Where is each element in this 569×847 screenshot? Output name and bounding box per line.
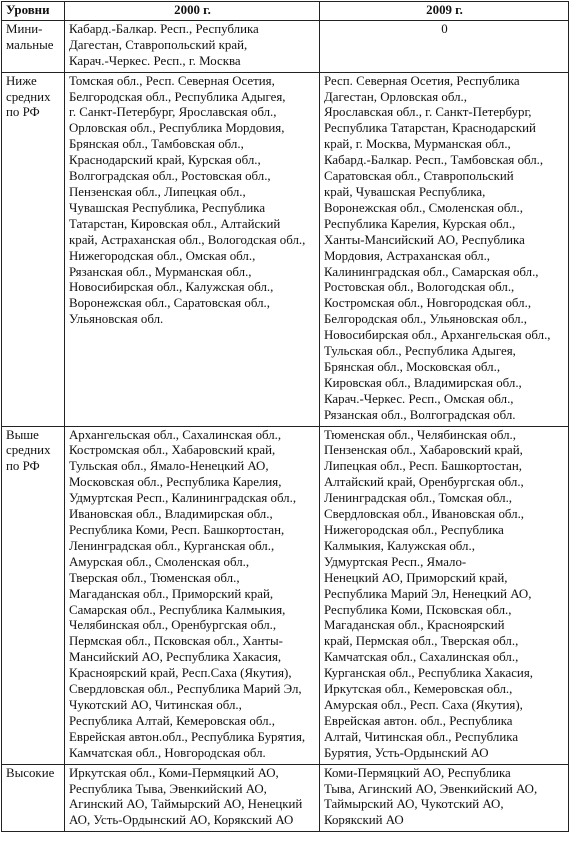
text-line: Камчатская обл., Сахалинская обл., [324,650,519,665]
regions-2000-cell [65,764,320,832]
text-line: Волгоградская обл., Ростовская обл., [69,169,271,184]
text-line: Брянская обл., Московская обл., [324,359,501,374]
text-line: Ростовская обл., Вологодская обл., [324,280,515,295]
regions-2009-cell [320,72,569,426]
text-line: Костромская обл., Хабаровский край, [69,443,276,458]
text-line: Иркутская обл., Коми-Пермяцкий АО, [69,765,279,780]
level-cell [2,426,65,764]
header-level: Уровни [2,2,65,21]
text-line: по РФ [6,105,40,120]
text-line: Коми-Пермяцкий АО, Республика [324,765,511,780]
text-line: Удмуртская Респ., Ямало- [324,554,467,569]
text-line: Чукотский АО, Читинская обл., [69,697,242,712]
text-line: Тульская обл., Республика Адыгея, [324,344,516,359]
text-line: Белгородская обл., Ульяновская обл., [324,312,527,327]
text-line: край, Чувашская Республика, [324,184,486,199]
row-minimal [2,20,569,72]
text-line: Мини- [6,21,43,36]
text-line: Карач.-Черкес. Респ., Омская обл., [324,391,514,406]
text-line: Республика Марий Эл, Ненецкий АО, [324,586,532,601]
text-line: Тюменская обл., Челябинская обл., [324,427,516,442]
text-line: Таймырский АО, Чукотский АО, [324,797,504,812]
regions-2000-cell [65,20,320,72]
text-line: Татарстан, Кировская обл., Алтайский [69,216,281,231]
text-line: Орловская обл., Республика Мордовия, [69,121,285,136]
level-cell [2,764,65,832]
text-line: Костромская обл., Новгородская обл., [324,296,532,311]
text-line: Корякский АО [324,813,404,828]
text-line: Ивановская обл., Владимирская обл., [69,507,273,522]
text-line: Мордовия, Астраханская обл., [324,248,491,263]
regions-by-level-table [1,1,569,832]
text-line: край, г. Москва, Мурманская обл., [324,137,511,152]
text-line: Ярославская обл., г. Санкт-Петербург, [324,105,532,120]
text-line: Алтай, Читинская обл., Республика [324,729,519,744]
regions-2000-cell [65,72,320,426]
text-line: Новосибирская обл., Калужская обл., [69,280,274,295]
text-line: Липецкая обл., Респ. Башкортостан, [324,459,522,474]
text-line: Амурская обл., Респ. Саха (Якутия), [324,697,523,712]
text-line: Ленинградская обл., Томская обл., [324,491,513,506]
text-line: Ленинградская обл., Курганская обл., [69,538,275,553]
text-line: Воронежская обл., Смоленская обл., [324,200,523,215]
text-line: Краснодарский край, Курская обл., [69,153,261,168]
text-line: Республика Тыва, Эвенкийский АО, [69,781,267,796]
text-line: Республика Коми, Респ. Башкортостан, [69,523,285,537]
text-line: по РФ [6,459,40,474]
text-line: Московская обл., Республика Карелия, [69,475,282,490]
text-line: Агинский АО, Таймырский АО, Ненецкий [69,797,303,812]
text-line: Пензенская обл., Липецкая обл., [69,184,246,199]
text-line: Челябинская обл., Оренбургская обл., [69,618,277,633]
text-line: Бурятия, Усть-Ордынский АО [324,745,489,760]
text-line: Республика Коми, Псковская обл., [324,602,512,617]
text-line: Дагестан, Орловская обл., [324,89,467,104]
text-line: Тверская обл., Тюменская обл., [69,570,240,585]
table-body [2,20,569,831]
level-cell [2,72,65,426]
row-above-average [2,426,569,764]
text-line: средних [6,89,51,104]
text-line: Ульяновская обл. [69,312,164,327]
text-line: Амурская обл., Смоленская обл., [69,554,250,569]
regions-2009-cell [320,426,569,764]
text-line: Республика Карелия, Курская обл., [324,216,516,231]
text-line: Еврейская автон. обл., Республика [324,713,513,728]
text-line: Архангельская обл., Сахалинская обл., [69,427,282,442]
text-line: Томская обл., Респ. Северная Осетия, [69,73,275,88]
regions-2000-cell [65,426,320,764]
text-line: средних [6,443,51,458]
text-line: Магаданская обл., Приморский край, [69,586,274,601]
text-line: Камчатская обл., Новгородская обл. [69,745,266,760]
text-line: Ниже [6,73,37,88]
text-line: г. Санкт-Петербург, Ярославская обл., [69,105,277,120]
text-line: Высокие [6,765,55,780]
text-line: Нижегородская обл., Республика [324,523,504,537]
text-line: Республика Алтай, Кемеровская обл., [69,713,275,728]
regions-2009-cell [320,764,569,832]
text-line: Самарская обл., Республика Калмыкия, [69,602,286,617]
regions-2009-cell [320,20,569,72]
text-line: Белгородская обл., Республика Адыгея, [69,89,286,104]
text-line: Выше [6,427,39,442]
text-line: Чувашская Республика, Республика [69,200,266,215]
text-line: Кировская обл., Владимирская обл., [324,375,522,390]
header-row [2,2,569,21]
text-line: Иркутская обл., Кемеровская обл., [324,682,513,697]
text-line: Калмыкия, Калужская обл., [324,538,475,553]
text-line: Калининградская обл., Самарская обл., [324,264,539,279]
text-line: Мансийский АО, Республика Хакасия, [69,650,282,665]
text-line: край, Астраханская обл., Вологодская обл., [69,232,306,247]
level-cell [2,20,65,72]
row-below-average [2,72,569,426]
text-line: край, Пермская обл., Тверская обл., [324,634,519,649]
text-line: Карач.-Черкес. Респ., г. Москва [69,53,241,68]
header-year-2009: 2009 г. [320,2,569,21]
text-line: Воронежская обл., Саратовская обл., [69,296,270,311]
text-line: Магаданская обл., Красноярский [324,618,505,633]
text-line: Тыва, Агинский АО, Эвенкийский АО, [324,781,538,796]
text-line: Дагестан, Ставропольский край, [69,37,248,52]
header-year-2000: 2000 г. [65,2,320,21]
text-line: Красноярский край, Респ.Саха (Якутия), [69,666,292,681]
text-line: Алтайский край, Оренбургская обл., [324,475,524,490]
text-line: Курганская обл., Республика Хакасия, [324,666,533,681]
text-line: Пензенская обл., Хабаровский край, [324,443,523,458]
text-line: Рязанская обл., Волгоградская обл. [324,407,516,422]
text-line: АО, Усть-Ордынский АО, Корякский АО [69,813,294,828]
row-high [2,764,569,832]
text-line: Рязанская обл., Мурманская обл., [69,264,252,279]
text-line: Ханты-Мансийский АО, Республика [324,232,525,247]
text-line: мальные [6,37,54,52]
text-line: Удмуртская Респ., Калининградская обл., [69,491,297,506]
text-line: Нижегородская обл., Омская обл., [69,248,256,263]
text-line: Кабард.-Балкар. Респ., Республика [69,21,259,36]
text-line: Брянская обл., Тамбовская обл., [69,137,244,152]
text-line: Республика Татарстан, Краснодарский [324,121,536,136]
text-line: Свердловская обл., Ивановская обл., [324,507,525,522]
text-line: Новосибирская обл., Архангельская обл., [324,328,551,343]
text-line: 0 [441,21,448,36]
text-line: Ненецкий АО, Приморский край, [324,570,508,585]
text-line: Респ. Северная Осетия, Республика [324,73,520,88]
text-line: Еврейская автон.обл., Республика Бурятия, [69,729,306,744]
text-line: Свердловская обл., Республика Марий Эл, [69,682,302,697]
text-line: Пермская обл., Псковская обл., Ханты- [69,634,283,649]
text-line: Саратовская обл., Ставропольский [324,169,514,184]
text-line: Кабард.-Балкар. Респ., Тамбовская обл., [324,153,544,168]
text-line: Тульская обл., Ямало-Ненецкий АО, [69,459,269,474]
